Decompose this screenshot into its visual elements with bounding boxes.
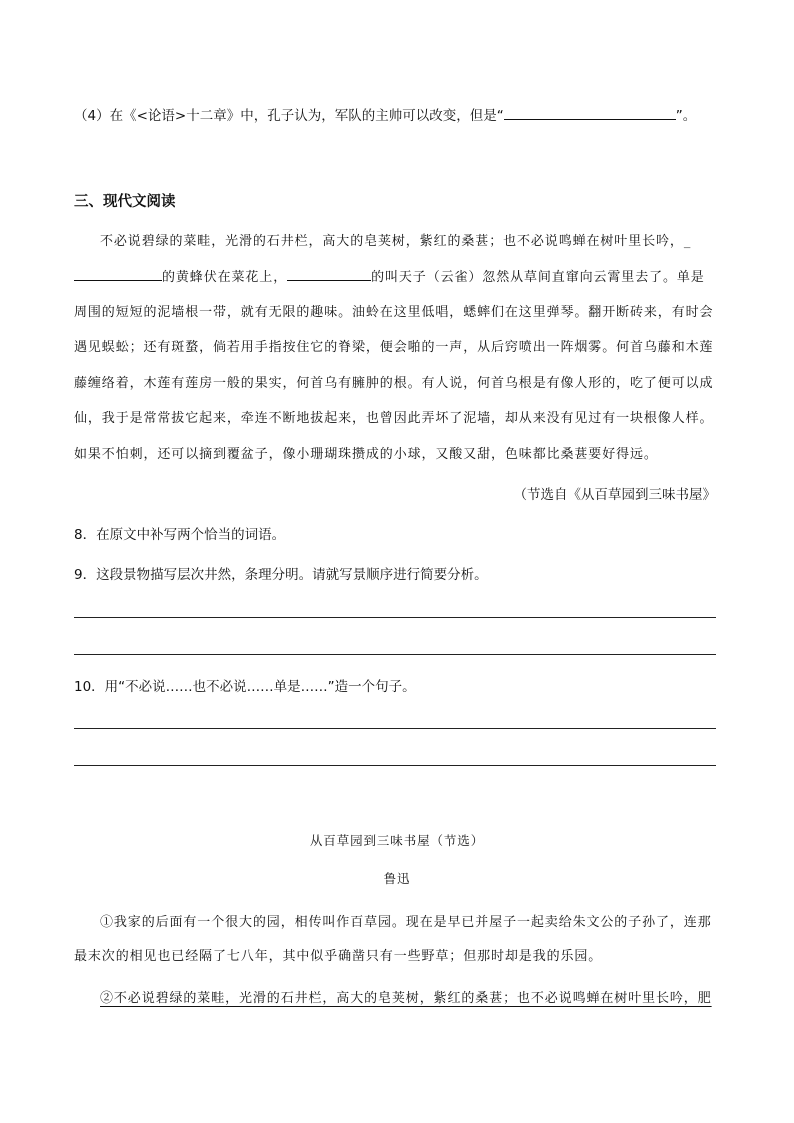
passage-line-3: 周围的短短的泥墙根一带，就有无限的趣味。油蛉在这里低唱，蟋蟀们在这里弹琴。翻开断砖来，有时会 [74, 305, 714, 320]
passage-line-2 [74, 266, 705, 285]
passage-text: 的黄蜂伏在菜花上， [162, 270, 288, 285]
answer-blank-1[interactable] [74, 268, 162, 281]
passage-text: 不必说碧绿的菜畦，光滑的石井栏，高大的皂荚树，紫红的桑葚；也不必说鸣蝉在树叶里长吟， [100, 234, 684, 249]
answer-line-q10-2[interactable] [74, 765, 716, 766]
passage-text: _ [683, 234, 692, 249]
question-8: 8．在原文中补写两个恰当的词语。 [74, 527, 286, 543]
answer-line-q9-2[interactable] [74, 654, 716, 655]
passage2-author: 鲁迅 [383, 871, 411, 886]
passage-line-7: 如果不怕刺，还可以摘到覆盆子，像小珊瑚珠攒成的小球，又酸又甜，色味都比桑葚要好得远。 [74, 447, 658, 462]
answer-line-q9-1[interactable] [74, 617, 716, 618]
passage-line-1 [100, 230, 691, 249]
answer-blank-q4[interactable] [504, 107, 676, 120]
answer-line-q10-1[interactable] [74, 728, 716, 729]
passage-text: 的叫天子（云雀）忽然从草间直窜向云霄里去了。单是 [371, 270, 705, 285]
question-4-suffix: ”。 [675, 108, 697, 124]
passage2-p1-line1: ①我家的后面有一个很大的园，相传叫作百草园。现在是早已并屋子一起卖给朱文公的子孙了，连那 [100, 915, 712, 930]
question-4 [74, 104, 696, 124]
passage-line-4: 遇见蜈蚣；还有斑蝥，倘若用手指按住它的脊梁，便会啪的一声，从后窍喷出一阵烟雾。何首乌藤和木莲 [74, 340, 714, 355]
passage2-p1-line2: 最末次的相见也已经隔了七八年，其中似乎确凿只有一些野草；但那时却是我的乐园。 [74, 949, 603, 964]
question-4-prefix: （4）在《<论语>十二章》中，孔子认为，军队的主帅可以改变，但是“ [74, 108, 504, 124]
passage-line-6: 仙，我于是常常拔它起来，牵连不断地拔起来，也曾因此弄坏了泥墙，却从来没有见过有一块根像人样。 [74, 411, 714, 426]
question-10: 10．用“不必说……也不必说……单是……”造一个句子。 [74, 679, 416, 695]
passage2-p2-line1: ②不必说碧绿的菜畦，光滑的石井栏，高大的皂荚树，紫红的桑葚；也不必说鸣蝉在树叶里长吟，肥 [100, 991, 712, 1006]
answer-blank-2[interactable] [287, 268, 371, 281]
section-heading: 三、现代文阅读 [74, 194, 176, 210]
passage2-title: 从百草园到三味书屋（节选） [309, 833, 485, 848]
passage-source: （节选自《从百草园到三味书屋》 [513, 487, 716, 503]
question-9: 9．这段景物描写层次井然，条理分明。请就写景顺序进行简要分析。 [74, 567, 488, 583]
passage-line-5: 藤缠络着，木莲有莲房一般的果实，何首乌有臃肿的根。有人说，何首乌根是有像人形的，吃了便可以成 [74, 376, 714, 391]
